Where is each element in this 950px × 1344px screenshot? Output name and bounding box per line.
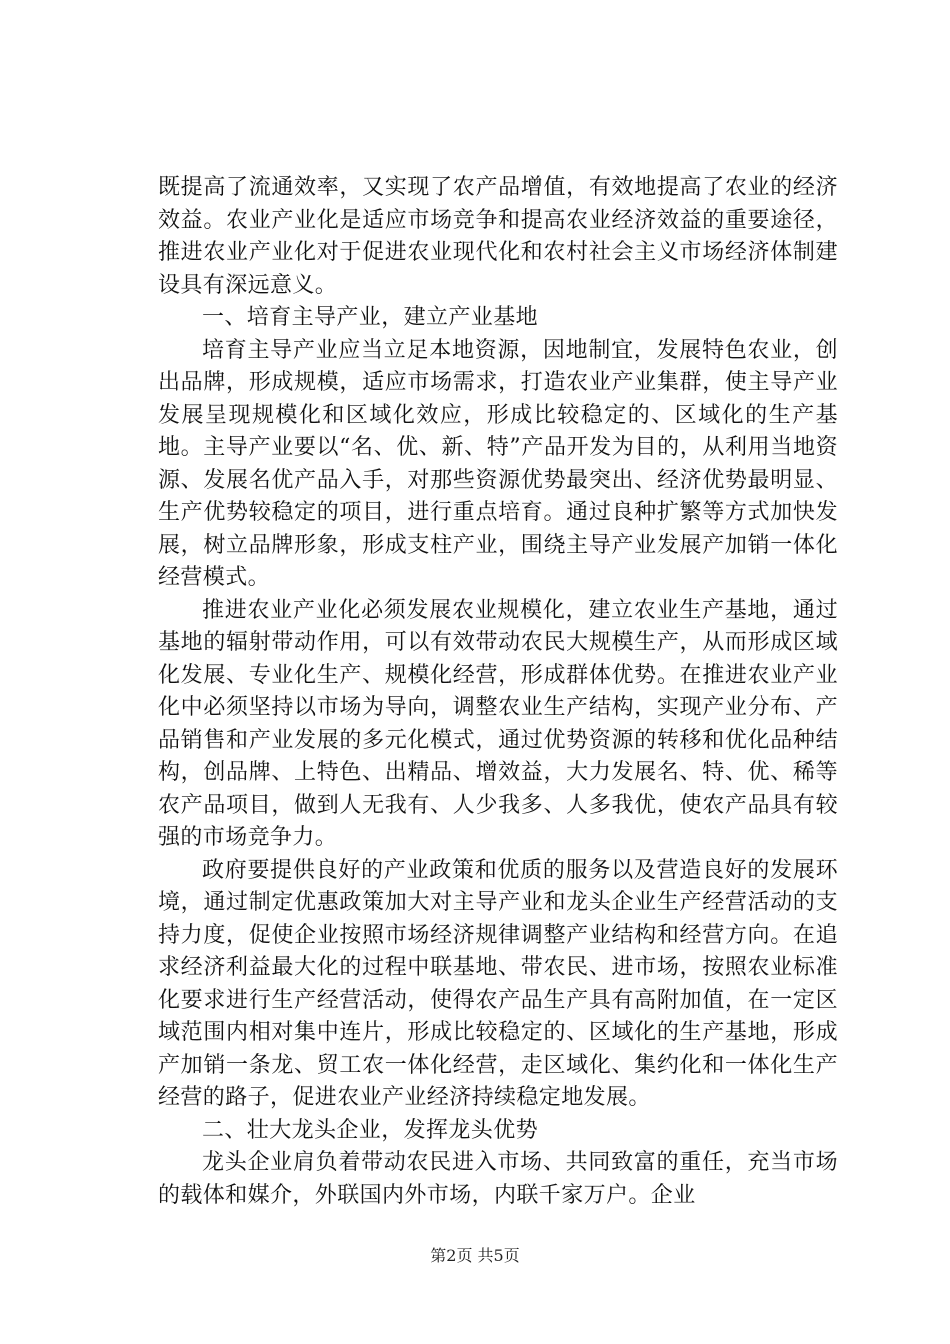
body-paragraph: 培育主导产业应当立足本地资源，因地制宜，发展特色农业，创出品牌，形成规模，适应市场需求，打造农业产业集群，使主导产业发展呈现规模化和区域化效应，形成比较稳定的、区域化的生产基地。主导产业要以“名、优、新、特”产品开发为目的，从利用当地资源、发展名优产品入手，对那些资源优势最突出、经济优势最明显、生产优势较稳定的项目，进行重点培育。通过良种扩繁等方式加快发展，树立品牌形象，形成支柱产业，围绕主导产业发展产加销一体化经营模式。	[158, 337, 838, 590]
body-paragraph: 政府要提供良好的产业政策和优质的服务以及营造良好的发展环境，通过制定优惠政策加大对主导产业和龙头企业生产经营活动的支持力度，促使企业按照市场经济规律调整产业结构和经营方向。在追求经济利益最大化的过程中联基地、带农民、进市场，按照农业标准化要求进行生产经营活动，使得农产品生产具有高附加值，在一定区域范围内相对集中连片，形成比较稳定的、区域化的生产基地，形成产加销一条龙、贸工农一体化经营，走区域化、集约化和一体化生产经营的路子，促进农业产业经济持续稳定地发展。	[158, 857, 838, 1110]
body-paragraph: 推进农业产业化必须发展农业规模化，建立农业生产基地，通过基地的辐射带动作用，可以有效带动农民大规模生产，从而形成区域化发展、专业化生产、规模化经营，形成群体优势。在推进农业产业化中必须坚持以市场为导向，调整农业生产结构，实现产业分布、产品销售和产业发展的多元化模式，通过优势资源的转移和优化品种结构，创品牌、上特色、出精品、增效益，大力发展名、特、优、稀等农产品项目，做到人无我有、人少我多、人多我优，使农产品具有较强的市场竞争力。	[158, 597, 838, 850]
section-heading: 一、培育主导产业，建立产业基地	[202, 305, 539, 330]
page-number-footer: 第2页 共5页	[430, 1246, 520, 1265]
body-paragraph: 既提高了流通效率，又实现了农产品增值，有效地提高了农业的经济效益。农业产业化是适应市场竞争和提高农业经济效益的重要途径，推进农业产业化对于促进农业现代化和农村社会主义市场经济体制建设具有深远意义。	[158, 175, 838, 298]
section-heading: 二、壮大龙头企业，发挥龙头优势	[202, 1117, 539, 1143]
body-paragraph: 龙头企业肩负着带动农民进入市场、共同致富的重任，充当市场的载体和媒介，外联国内外市场，内联千家万户。企业	[158, 1150, 838, 1208]
document-body	[158, 172, 838, 1212]
